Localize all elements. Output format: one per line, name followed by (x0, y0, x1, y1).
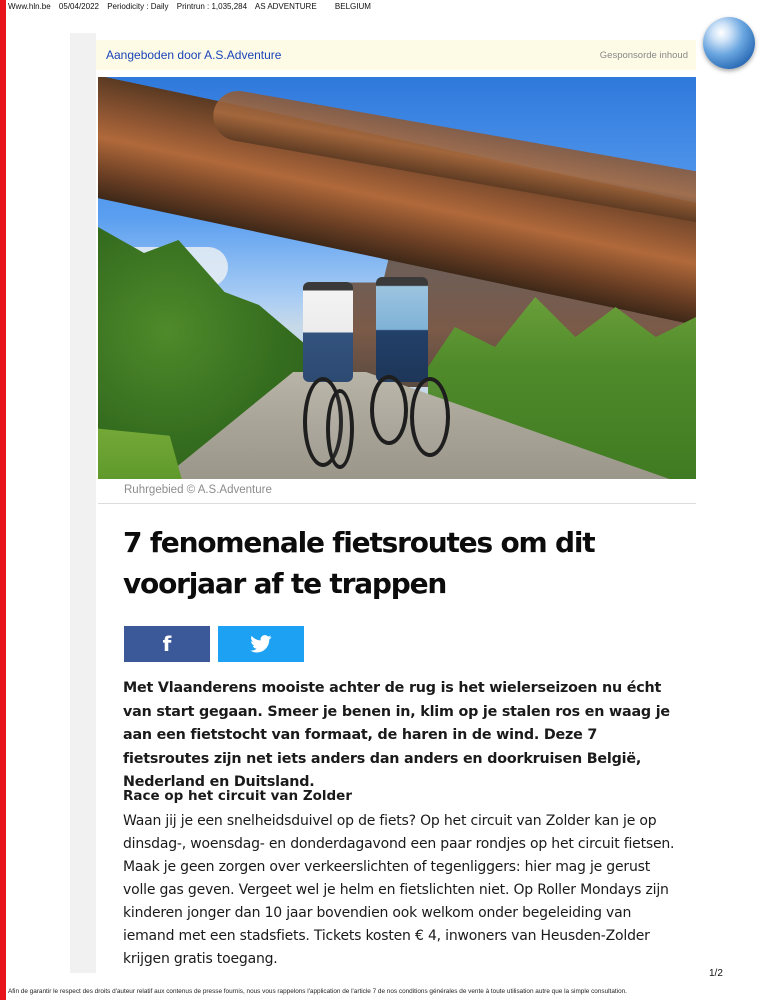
hero-bike-wheel (326, 389, 354, 469)
article-intro: Met Vlaanderens mooiste achter de rug is het wielerseizoen nu écht van start gegaan. Smeer je benen in, klim op je stalen ros en waag je aan een fietstocht van formaat, de haren in de wind. Deze 7 fietsroutes zijn net iets anders dan anders en doorkruisen België, Nederland en Duitsland. (123, 680, 670, 790)
hero-cyclist-woman (303, 282, 353, 382)
section-body: Waan jij je een snelheidsduivel op de fiets? Op het circuit van Zolder kan je op dinsdag-, woensdag- en donderdagavond een paar rondjes op het circuit fietsen. Maak je geen zorgen over verkeerslichten of tegenliggers: hier mag je gerust volle gas geven. Vergeet wel je helm en fietslichten niet. Op Roller Mondays zijn kinderen jonger dan 10 jaar bovendien ook welkom onder begeleiding van iemand met een stadsfiets. Tickets kosten € 4, inwoners van Heusden-Zolder krijgen gratis toegang. (123, 813, 675, 967)
header-date: 05/04/2022 (58, 2, 99, 11)
facebook-icon: f (162, 632, 172, 656)
section-title: Race op het circuit van Zolder (123, 788, 352, 804)
page-edge (70, 33, 96, 973)
twitter-share-button[interactable] (218, 626, 304, 662)
globe-icon (703, 17, 755, 69)
article-headline: 7 fenomenale fietsroutes om dit voorjaar af te trappen (123, 526, 595, 600)
header-country: BELGIUM (334, 2, 371, 11)
facebook-share-button[interactable] (124, 626, 210, 662)
twitter-icon (250, 635, 272, 653)
hero-image (98, 77, 696, 479)
header-periodicity: Periodicity : Daily (107, 2, 169, 11)
caption-divider (98, 503, 696, 504)
hero-bike-wheel (410, 377, 450, 457)
hero-bike-wheel (370, 375, 408, 445)
clipping-header (8, 2, 377, 11)
red-margin-bar (0, 0, 6, 1000)
sponsor-link[interactable]: Aangeboden door A.S.Adventure (106, 48, 282, 62)
sponsor-bar (96, 40, 696, 70)
header-source: Www.hln.be (8, 2, 51, 11)
hero-cyclist-man (376, 277, 428, 382)
header-printrun: Printrun : 1,035,284 (176, 2, 248, 11)
copyright-notice: Afin de garantir le respect des droits d'auteur relatif aux contenus de presse fournis, nous vous rappelons l'application de l'article 7 de nos conditions générales de vente à toute utilisation autre que la simple consultation. (8, 988, 627, 995)
page-number: 1/2 (709, 968, 723, 979)
sponsored-label: Gesponsorde inhoud (599, 49, 688, 61)
header-section: AS ADVENTURE (254, 2, 317, 11)
image-caption: Ruhrgebied © A.S.Adventure (124, 484, 272, 496)
